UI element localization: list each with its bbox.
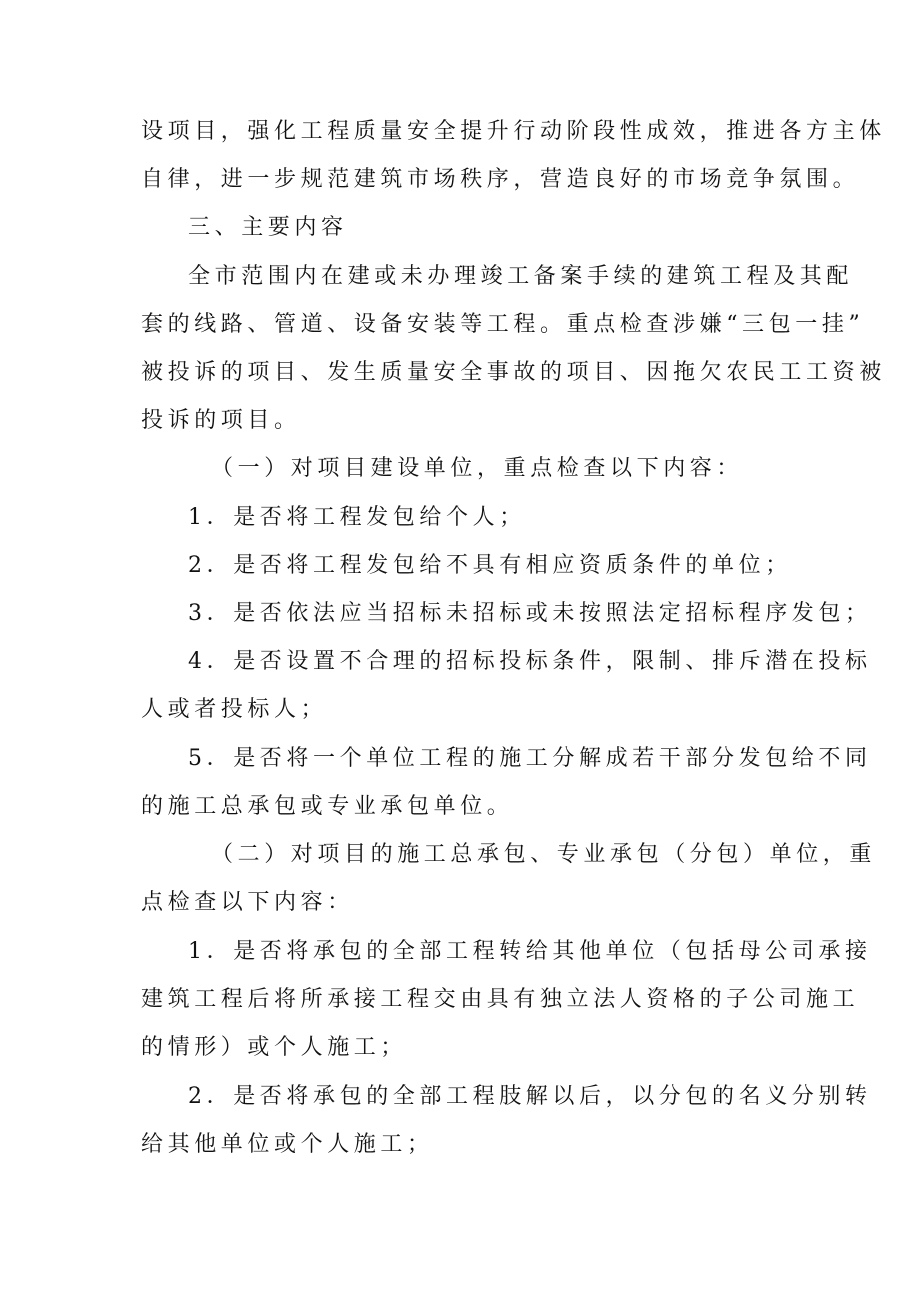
list-item-continuation: 的施工总承包或专业承包单位。	[141, 794, 514, 819]
body-text-line: 全市范围内在建或未办理竣工备案手续的建筑工程及其配	[188, 264, 854, 289]
list-item: 1．是否将承包的全部工程转给其他单位（包括母公司承接	[188, 939, 872, 964]
section-heading: 三、主要内容	[188, 215, 348, 240]
body-text-line: 投诉的项目。	[141, 408, 301, 433]
list-item-continuation: 人或者投标人；	[141, 697, 328, 722]
list-item: 5．是否将一个单位工程的施工分解成若干部分发包给不同	[188, 746, 872, 771]
body-text-line: 被投诉的项目、发生质量安全事故的项目、因拖欠农民工工资被	[141, 360, 886, 385]
list-item: 4．是否设置不合理的招标投标条件，限制、排斥潜在投标	[188, 649, 872, 674]
list-item: 1．是否将工程发包给个人；	[188, 505, 526, 530]
list-item-continuation: 给其他单位或个人施工；	[141, 1132, 434, 1157]
subsection-heading: （二）对项目的施工总承包、专业承包（分包）单位，重	[211, 842, 877, 867]
list-item: 3．是否依法应当招标未招标或未按照法定招标程序发包；	[188, 601, 872, 626]
body-text-line: 自律，进一步规范建筑市场秩序，营造良好的市场竞争氛围。	[141, 167, 860, 192]
body-text-line: 设项目，强化工程质量安全提升行动阶段性成效，推进各方主体	[141, 119, 886, 144]
subsection-heading-continuation: 点检查以下内容：	[141, 890, 354, 915]
list-item-continuation: 建筑工程后将所承接工程交由具有独立法人资格的子公司施工	[141, 987, 860, 1012]
list-item: 2．是否将承包的全部工程肢解以后，以分包的名义分别转	[188, 1084, 872, 1109]
subsection-heading: （一）对项目建设单位，重点检查以下内容：	[211, 456, 744, 481]
list-item: 2．是否将工程发包给不具有相应资质条件的单位；	[188, 553, 792, 578]
body-text-line: 套的线路、管道、设备安装等工程。重点检查涉嫌“三包一挂”	[141, 312, 865, 337]
list-item-continuation: 的情形）或个人施工；	[141, 1035, 408, 1060]
